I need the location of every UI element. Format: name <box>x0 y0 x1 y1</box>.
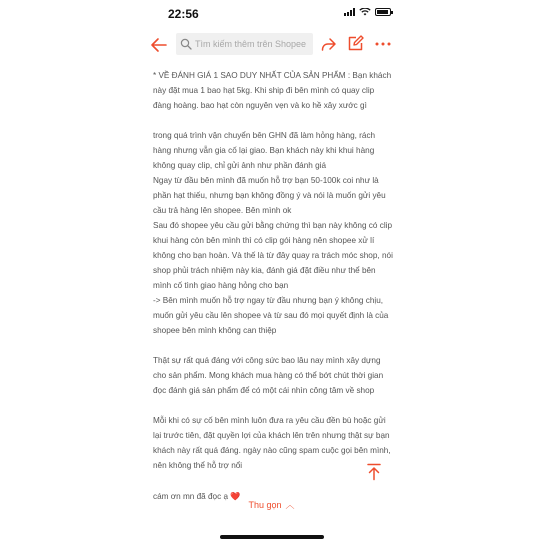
back-arrow-icon[interactable] <box>150 36 168 54</box>
home-indicator <box>220 535 324 539</box>
top-nav-bar <box>140 28 403 62</box>
review-paragraph: Mỗi khi có sự cố bên mình luôn đưa ra yêu cầu đền bù hoặc gửi lại trước tiên, đặt quyền lợi của khách lên trên nhưng thật sự bạn khách này rất quá đáng. ngày nào cũng spam cuộc gọi bên mình, nên không thể hỗ trợ nổi <box>153 416 391 470</box>
battery-icon <box>375 8 391 16</box>
status-bar <box>140 0 403 24</box>
scroll-top-icon[interactable] <box>366 463 382 481</box>
review-paragraph: -> Bên mình muốn hỗ trợ ngay từ đầu nhưng bạn ý không chịu, muốn gửi yêu cầu lên shopee và từ sau đó mọi quyết định là của shopee bên mình không can thiệp <box>153 296 389 335</box>
edit-icon[interactable] <box>347 35 364 52</box>
phone-screen <box>140 0 403 543</box>
share-icon[interactable] <box>320 36 337 53</box>
cellular-signal-icon <box>344 8 355 16</box>
search-input[interactable] <box>192 39 313 49</box>
status-icons <box>344 8 391 16</box>
more-icon[interactable] <box>374 35 392 53</box>
heart-icon: ❤️ <box>230 492 241 501</box>
review-reply-text <box>153 68 393 504</box>
collapse-button[interactable] <box>140 498 403 511</box>
search-icon <box>180 38 192 50</box>
collapse-label: Thu gọn <box>248 500 282 510</box>
search-bar[interactable] <box>176 33 313 55</box>
thanks-text: cám ơn mn đã đọc ạ <box>153 492 228 501</box>
review-paragraph: * VỀ ĐÁNH GIÁ 1 SAO DUY NHẤT CỦA SẢN PHẨM : Bạn khách này đặt mua 1 bao hạt 5kg. Khi ship đi bên mình có quay clip đàng hoàng. bao hạt còn nguyên vẹn và ko hề xây xước gì <box>153 71 392 110</box>
review-paragraph: Sau đó shopee yêu cầu gửi bằng chứng thì bạn này không có clip khui hàng còn bên mình thì có clip gói hàng nên shopee xử lí không cho bạn hoàn. Và thế là từ đây quay ra trách móc shop, nói shop phủi trách nhiệm này kia, đánh giá đặt điều như thể bên mình cố tình giao hàng hỏng cho bạn <box>153 221 393 290</box>
status-time: 22:56 <box>168 7 199 21</box>
chevron-up-icon: ︿ <box>285 500 295 510</box>
wifi-icon <box>359 8 371 16</box>
review-paragraph: trong quá trình vận chuyển bên GHN đã làm hỏng hàng, rách hàng nhưng vẫn gia cố lại giao. Bạn khách này khi khui hàng không quay clip, chỉ gửi ảnh như phần đánh giá <box>153 131 376 170</box>
review-paragraph: Thật sự rất quá đáng với công sức bao lâu nay mình xây dựng cho sản phẩm. Mong khách mua hàng có thể bớt chút thời gian đọc đánh giá sản phẩm để có một cái nhìn công tâm về shop <box>153 356 384 395</box>
review-paragraph: Ngay từ đầu bên mình đã muốn hỗ trợ bạn 50-100k coi như là phần hạt thiếu, nhưng bạn không đồng ý và nói là muốn gửi yêu cầu trả hàng lên shopee. Bên mình ok <box>153 176 386 215</box>
